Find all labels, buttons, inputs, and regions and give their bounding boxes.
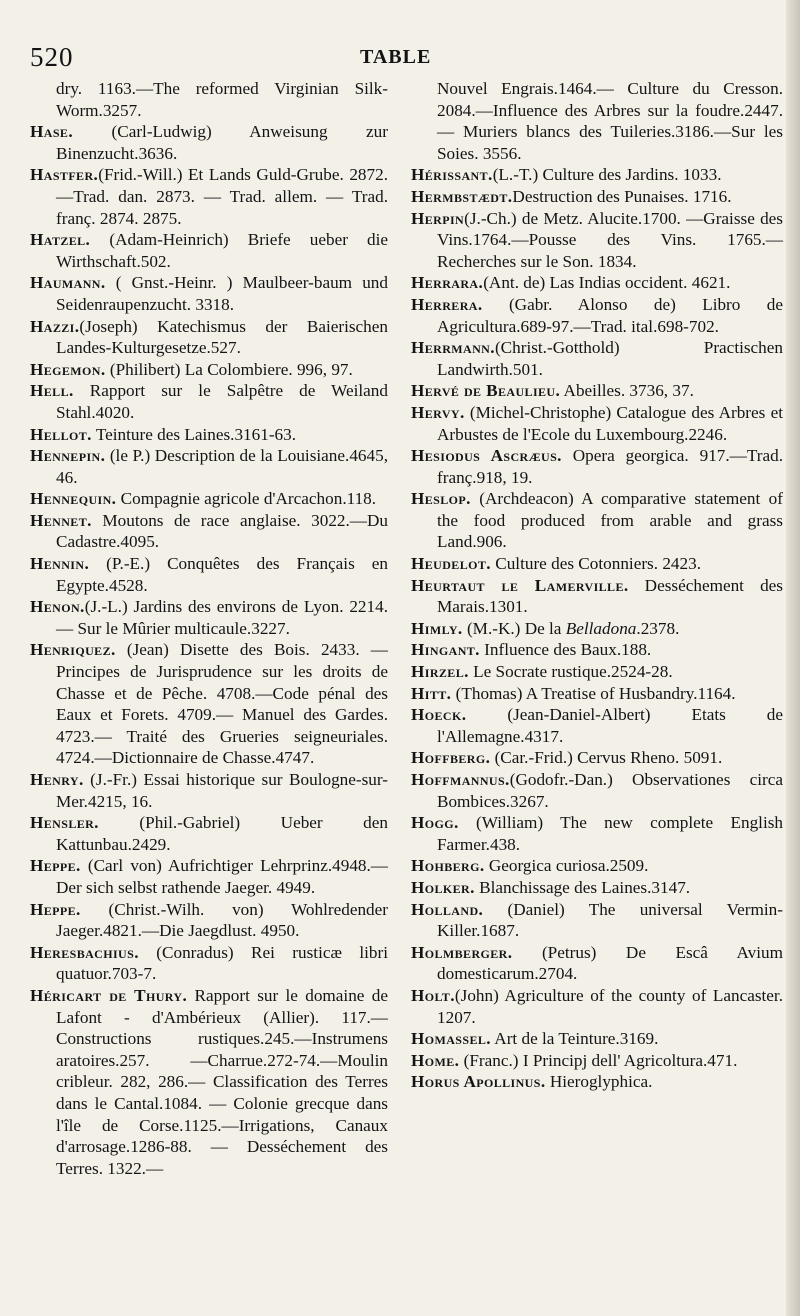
entry-text: Desséchement des Marais.1301. bbox=[437, 575, 783, 617]
entry-headword: Hensler. bbox=[30, 813, 99, 833]
entry-headword: Hogg. bbox=[411, 813, 459, 833]
index-entry bbox=[411, 575, 783, 618]
entry-headword: Herpin bbox=[411, 208, 465, 228]
entry-text: (Gabr. Alonso de) Libro de Agricultura.689-97.—Trad. ital.698-702. bbox=[437, 294, 783, 336]
entry-text: ( Gnst.-Heinr. ) Maulbeer-baum und Seidenraupenzucht. 3318. bbox=[56, 273, 388, 314]
entry-text: Nouvel Engrais.1464.— Culture du Cresson. 2084.—Influence des Arbres sur la foudre.2447.— Muriers blancs des Tuileries.3186.—Sur les Soies. 3556. bbox=[437, 79, 783, 163]
entry-headword: Heresbachius. bbox=[30, 942, 139, 962]
entry-headword: Herrera. bbox=[411, 294, 483, 314]
entry-text: (P.-E.) Conquêtes des Français en Egypte.4528. bbox=[56, 554, 388, 595]
entry-headword: Herrmann. bbox=[411, 338, 495, 358]
entry-text: (Franc.) I Principj dell' Agricoltura.471. bbox=[459, 1050, 738, 1070]
index-entry bbox=[411, 618, 783, 640]
entry-text: (Archdeacon) A comparative statement of the food produced from arable and grass Land.906. bbox=[437, 489, 783, 552]
index-entry bbox=[30, 445, 388, 488]
entry-text: (Carl von) Aufrichtiger Lehrprinz.4948.—Der sich selbst rathende Jaeger. 4949. bbox=[56, 856, 388, 897]
entry-text: (John) Agriculture of the county of Lancaster. 1207. bbox=[437, 985, 783, 1027]
index-entry bbox=[411, 164, 783, 186]
entry-text: Hieroglyphica. bbox=[545, 1072, 653, 1092]
entry-headword: Hoffmannus. bbox=[411, 770, 510, 789]
index-entry bbox=[411, 445, 783, 488]
entry-headword: Henon. bbox=[30, 597, 85, 617]
index-entry bbox=[30, 488, 388, 510]
index-entry bbox=[411, 186, 783, 208]
entry-text: Art de la Teinture.3169. bbox=[490, 1029, 659, 1049]
entry-headword: Hérissant. bbox=[411, 165, 493, 185]
entry-text: (Joseph) Katechismus der Baierischen Landes-Kulturgesetze.527. bbox=[56, 316, 388, 358]
entry-headword: Hoffberg. bbox=[411, 748, 491, 768]
index-entry bbox=[411, 402, 783, 445]
index-entry bbox=[411, 704, 783, 747]
entry-text: (Jean-Daniel-Albert) Etats de l'Allemagne.4317. bbox=[437, 705, 783, 746]
entry-text: (Christ.-Wilh. von) Wohlredender Jaeger.4821.—Die Jaegdlust. 4950. bbox=[56, 899, 388, 941]
entry-headword: Heslop. bbox=[411, 489, 471, 509]
index-entry bbox=[411, 985, 783, 1028]
entry-headword: Henriquez. bbox=[30, 640, 116, 660]
index-entry bbox=[411, 855, 783, 877]
index-entry bbox=[411, 208, 783, 273]
index-entry bbox=[30, 769, 388, 812]
entry-text: (J.-Ch.) de Metz. Alucite.1700. —Graisse des Vins.1764.—Pousse des Vins. 1765.— Recherches sur le Son. 1834. bbox=[437, 208, 783, 271]
entry-headword: Hervy. bbox=[411, 402, 465, 422]
entry-italic-title: Belladona bbox=[565, 618, 637, 638]
index-entry bbox=[411, 683, 783, 705]
entry-text: Rapport sur le domaine de Lafont - d'Ambérieux (Allier). 117.— Constructions rustiques.245.—Instrumens aratoires.257. —Charrue.272-74.—Moulin cribleur. 282, 286.— Classification des Terres dans le Cantal.1084. — Colonie grecque dans l'île de Corse.1125.—Irrigations, Canaux d'arrosage.1286-88. — Desséchement des Terres. 1322.— bbox=[56, 985, 388, 1178]
entry-headword: Hase. bbox=[30, 122, 74, 142]
index-entry bbox=[411, 899, 783, 942]
entry-text: (Car.-Frid.) Cervus Rheno. 5091. bbox=[490, 748, 723, 768]
entry-headword: Hegemon. bbox=[30, 359, 106, 379]
index-entry bbox=[30, 812, 388, 855]
entry-text: Opera georgica. 917.—Trad. franç.918, 19. bbox=[437, 446, 783, 487]
entry-text: (Godofr.-Dan.) Observationes circa Bombices.3267. bbox=[437, 770, 783, 811]
entry-text: (Conradus) Rei rusticæ libri quatuor.703-7. bbox=[56, 942, 388, 984]
right-column bbox=[411, 78, 783, 1093]
index-entry bbox=[411, 812, 783, 855]
left-column bbox=[30, 78, 388, 1179]
entry-headword: Hohberg. bbox=[411, 856, 485, 876]
index-entry bbox=[30, 359, 388, 381]
entry-text: (J.-L.) Jardins des environs de Lyon. 2214.— Sur le Mûrier multicaule.3227. bbox=[56, 597, 388, 638]
page-edge bbox=[786, 0, 800, 1316]
entry-text: (Frid.-Will.) Et Lands Guld-Grube. 2872. —Trad. dan. 2873. — Trad. allem. — Trad. franç. 2874. 2875. bbox=[56, 165, 388, 228]
entry-text: (Thomas) A Treatise of Husbandry.1164. bbox=[451, 683, 736, 703]
entry-text: (Phil.-Gabriel) Ueber den Kattunbau.2429. bbox=[56, 813, 388, 854]
entry-headword: Hitt. bbox=[411, 683, 452, 703]
index-entry bbox=[411, 78, 783, 164]
entry-headword: Hazzi. bbox=[30, 316, 80, 336]
entry-headword: Hatzel. bbox=[30, 230, 91, 250]
entry-headword: Himly. bbox=[411, 618, 463, 638]
index-entry bbox=[30, 316, 388, 359]
entry-text: (Christ.-Gotthold) Practischen Landwirth.501. bbox=[437, 338, 783, 379]
entry-headword: Heppe. bbox=[30, 856, 81, 876]
entry-text: Destruction des Punaises. 1716. bbox=[512, 186, 732, 206]
index-entry bbox=[411, 1050, 783, 1072]
entry-text: Le Socrate rustique.2524-28. bbox=[468, 662, 673, 682]
index-entry bbox=[411, 272, 783, 294]
entry-headword: Hingant. bbox=[411, 640, 480, 660]
index-entry bbox=[411, 661, 783, 683]
running-title: TABLE bbox=[360, 46, 432, 68]
entry-headword: Hermbstædt. bbox=[411, 186, 513, 206]
index-entry bbox=[30, 639, 388, 769]
index-entry bbox=[30, 855, 388, 898]
entry-text: Abeilles. 3736, 37. bbox=[560, 381, 694, 401]
index-entry bbox=[30, 899, 388, 942]
entry-headword: Heppe. bbox=[30, 899, 81, 919]
entry-headword: Hellot. bbox=[30, 424, 92, 444]
index-entry bbox=[30, 164, 388, 229]
entry-headword: Hoeck. bbox=[411, 705, 467, 725]
index-entry bbox=[411, 380, 783, 402]
entry-headword: Holland. bbox=[411, 899, 484, 919]
entry-text: (Philibert) La Colombiere. 996, 97. bbox=[105, 359, 353, 379]
entry-text: Culture des Cotonniers. 2423. bbox=[490, 554, 702, 574]
entry-headword: Horus Apollinus. bbox=[411, 1072, 546, 1092]
index-entry bbox=[30, 553, 388, 596]
index-entry bbox=[411, 639, 783, 661]
entry-headword: Holker. bbox=[411, 877, 475, 897]
entry-headword: Héricart de Thury. bbox=[30, 985, 188, 1005]
index-entry bbox=[30, 121, 388, 164]
entry-text: Compagnie agricole d'Arcachon.118. bbox=[116, 489, 377, 509]
entry-headword: Hervé de Beaulieu. bbox=[411, 381, 561, 401]
index-entry bbox=[30, 596, 388, 639]
index-entry bbox=[30, 272, 388, 315]
entry-text: Blanchissage des Laines.3147. bbox=[474, 877, 691, 897]
index-entry bbox=[411, 877, 783, 899]
running-head bbox=[30, 40, 770, 74]
entry-text: dry. 1163.—The reformed Virginian Silk-Worm.3257. bbox=[56, 79, 388, 120]
entry-text: (Jean) Disette des Bois. 2433. — Principes de Jurisprudence sur les droits de Chasse et de Pêche. 4708.—Code pénal des Eaux et Forets. 4709.— Manuel des Gardes. 4723.— Traité des Grueries seigneuriales. 4724.—Dictionnaire de Chasse.4747. bbox=[56, 640, 388, 768]
entry-headword: Hell. bbox=[30, 381, 74, 401]
entry-text: (L.-T.) Culture des Jardins. 1033. bbox=[492, 165, 722, 185]
index-entry bbox=[411, 488, 783, 553]
index-entry bbox=[411, 1071, 783, 1093]
index-entry bbox=[30, 380, 388, 423]
entry-headword: Home. bbox=[411, 1050, 460, 1070]
entry-headword: Hesiodus Ascræus. bbox=[411, 446, 562, 466]
index-entry bbox=[411, 942, 783, 985]
entry-headword: Hennequin. bbox=[30, 489, 117, 509]
index-entry bbox=[30, 985, 388, 1179]
index-entry bbox=[411, 337, 783, 380]
index-entry bbox=[30, 229, 388, 272]
entry-text: Rapport sur le Salpêtre de Weiland Stahl.4020. bbox=[56, 381, 388, 422]
page-number: 520 bbox=[30, 42, 74, 72]
entry-text: (Ant. de) Las Indias occident. 4621. bbox=[483, 273, 731, 293]
entry-headword: Herrara. bbox=[411, 273, 484, 293]
entry-text: (Michel-Christophe) Catalogue des Arbres et Arbustes de l'Ecole du Luxembourg.2246. bbox=[437, 402, 783, 444]
entry-headword: Hennepin. bbox=[30, 446, 106, 466]
entry-text: (Carl-Ludwig) Anweisung zur Binenzucht.3636. bbox=[56, 122, 388, 163]
entry-headword: Henry. bbox=[30, 770, 84, 789]
index-entry bbox=[411, 747, 783, 769]
entry-text: Influence des Baux.188. bbox=[479, 640, 652, 660]
index-entry bbox=[411, 769, 783, 812]
entry-text-after: .2378. bbox=[636, 618, 680, 638]
index-entry bbox=[411, 1028, 783, 1050]
entry-headword: Holmberger. bbox=[411, 942, 513, 962]
entry-text: Moutons de race anglaise. 3022.—Du Cadastre.4095. bbox=[56, 510, 388, 552]
index-entry bbox=[30, 424, 388, 446]
entry-text: Teinture des Laines.3161-63. bbox=[91, 424, 297, 444]
entry-text: (M.-K.) De la bbox=[462, 618, 566, 638]
entry-text: (Adam-Heinrich) Briefe ueber die Wirthschaft.502. bbox=[56, 230, 388, 271]
entry-headword: Haumann. bbox=[30, 273, 106, 293]
index-entry bbox=[30, 942, 388, 985]
entry-headword: Hirzel. bbox=[411, 662, 469, 682]
entry-text: (J.-Fr.) Essai historique sur Boulogne-sur-Mer.4215, 16. bbox=[56, 770, 388, 811]
entry-headword: Hastfer. bbox=[30, 165, 99, 185]
entry-headword: Heurtaut le Lamerville. bbox=[411, 575, 629, 595]
entry-text: (Daniel) The universal Vermin-Killer.1687. bbox=[437, 899, 783, 941]
entry-text: Georgica curiosa.2509. bbox=[484, 856, 649, 876]
entry-headword: Holt. bbox=[411, 985, 455, 1005]
index-entry bbox=[411, 294, 783, 337]
entry-text: (William) The new complete English Farmer.438. bbox=[437, 813, 783, 854]
entry-headword: Hennin. bbox=[30, 554, 90, 574]
entry-headword: Hennet. bbox=[30, 510, 92, 530]
index-entry bbox=[411, 553, 783, 575]
entry-headword: Homassel. bbox=[411, 1029, 491, 1049]
entry-text: (Petrus) De Escâ Avium domesticarum.2704. bbox=[437, 942, 783, 984]
index-entry bbox=[30, 510, 388, 553]
entry-headword: Heudelot. bbox=[411, 554, 491, 574]
entry-text: (le P.) Description de la Louisiane.4645, 46. bbox=[56, 446, 388, 487]
index-entry bbox=[30, 78, 388, 121]
